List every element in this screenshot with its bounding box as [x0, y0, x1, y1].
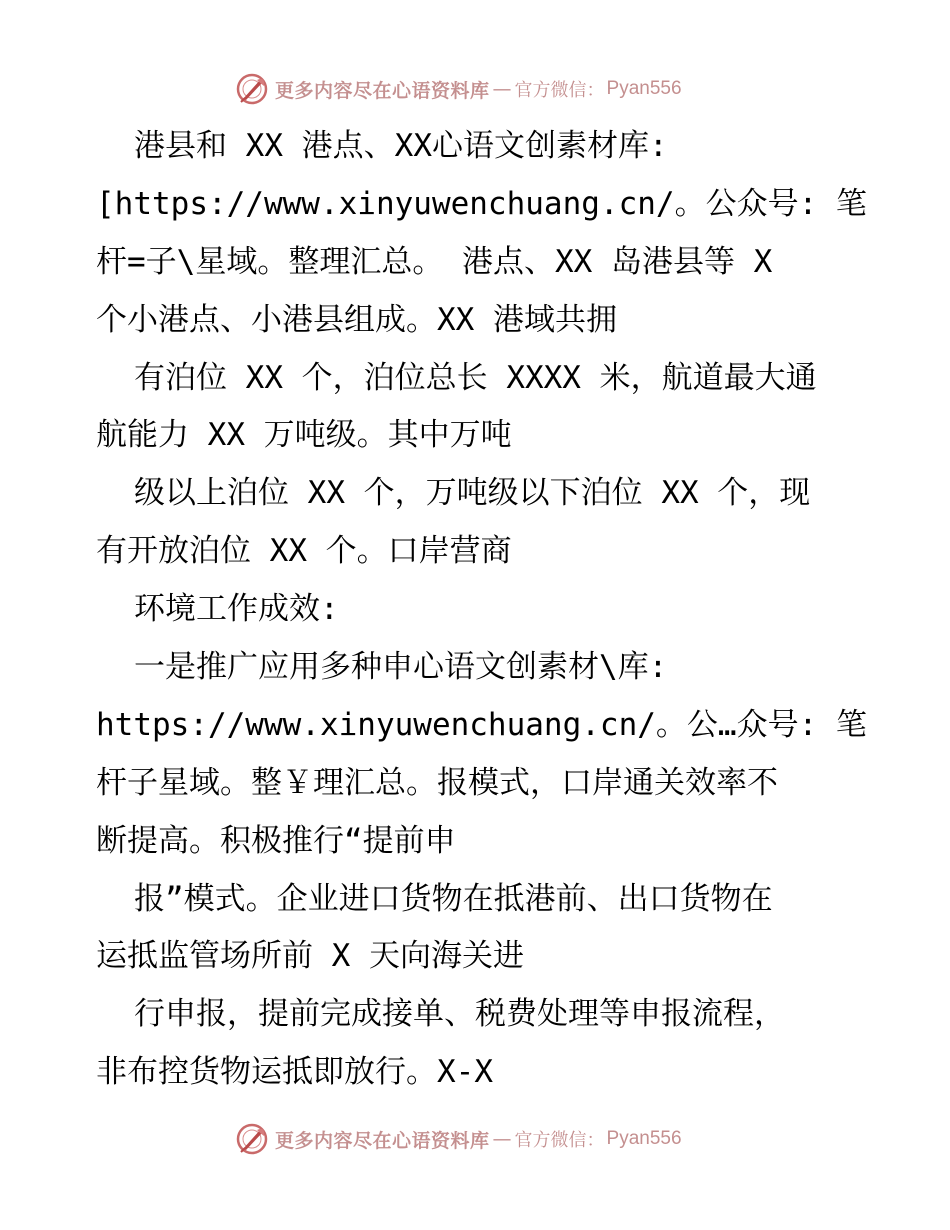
quill-logo-icon — [235, 1122, 269, 1156]
watermark-text: 更多内容尽在心语资料库 — [275, 1129, 490, 1152]
text-line: [https://www.xinyuwenchuang.cn/。公众号: 笔 — [96, 185, 867, 222]
watermark-dash: — — [492, 78, 512, 100]
quill-logo-icon — [235, 72, 269, 106]
text-line: 有泊位 XX 个，泊位总长 XXXX 米，航道最大通 — [134, 359, 817, 396]
watermark-footer — [235, 1122, 682, 1156]
watermark-id: Pyan556 — [606, 1128, 682, 1149]
text-line: 杆=子\星域。整理汇总。 港点、XX 岛港县等 X — [96, 243, 773, 280]
text-line: 杆子星域。整￥理汇总。报模式，口岸通关效率不 — [96, 764, 778, 801]
text-line: 有开放泊位 XX 个。口岸营商 — [96, 533, 512, 570]
watermark-text: 更多内容尽在心语资料库 — [275, 79, 490, 102]
text-line: https://www.xinyuwenchuang.cn/。公…众号: 笔 — [96, 706, 867, 743]
text-line: 运抵监管场所前 X 天向海关进 — [96, 938, 524, 975]
text-line: 行申报，提前完成接单、税费处理等申报流程， — [134, 996, 785, 1033]
text-line: 一是推广应用多种申心语文创素材\库: — [134, 649, 668, 686]
text-line: 港县和 XX 港点、XX心语文创素材库: — [134, 128, 668, 164]
watermark-id: Pyan556 — [606, 78, 682, 99]
watermark-label: 官方微信： — [514, 80, 605, 101]
text-line: 非布控货物运抵即放行。X-X — [96, 1054, 493, 1091]
watermark-dash: — — [492, 1128, 512, 1150]
text-line: 报”模式。企业进口货物在抵港前、出口货物在 — [134, 880, 773, 917]
text-line: 断提高。积极推行“提前申 — [96, 822, 456, 859]
watermark-header — [235, 72, 682, 106]
text-line: 级以上泊位 XX 个，万吨级以下泊位 XX 个，现 — [134, 475, 811, 512]
document-body — [96, 118, 866, 1102]
text-line: 个小港点、小港县组成。XX 港域共拥 — [96, 301, 617, 338]
watermark-label: 官方微信： — [514, 1130, 605, 1151]
text-line: 航能力 XX 万吨级。其中万吨 — [96, 417, 512, 454]
text-line: 环境工作成效: — [134, 591, 339, 628]
